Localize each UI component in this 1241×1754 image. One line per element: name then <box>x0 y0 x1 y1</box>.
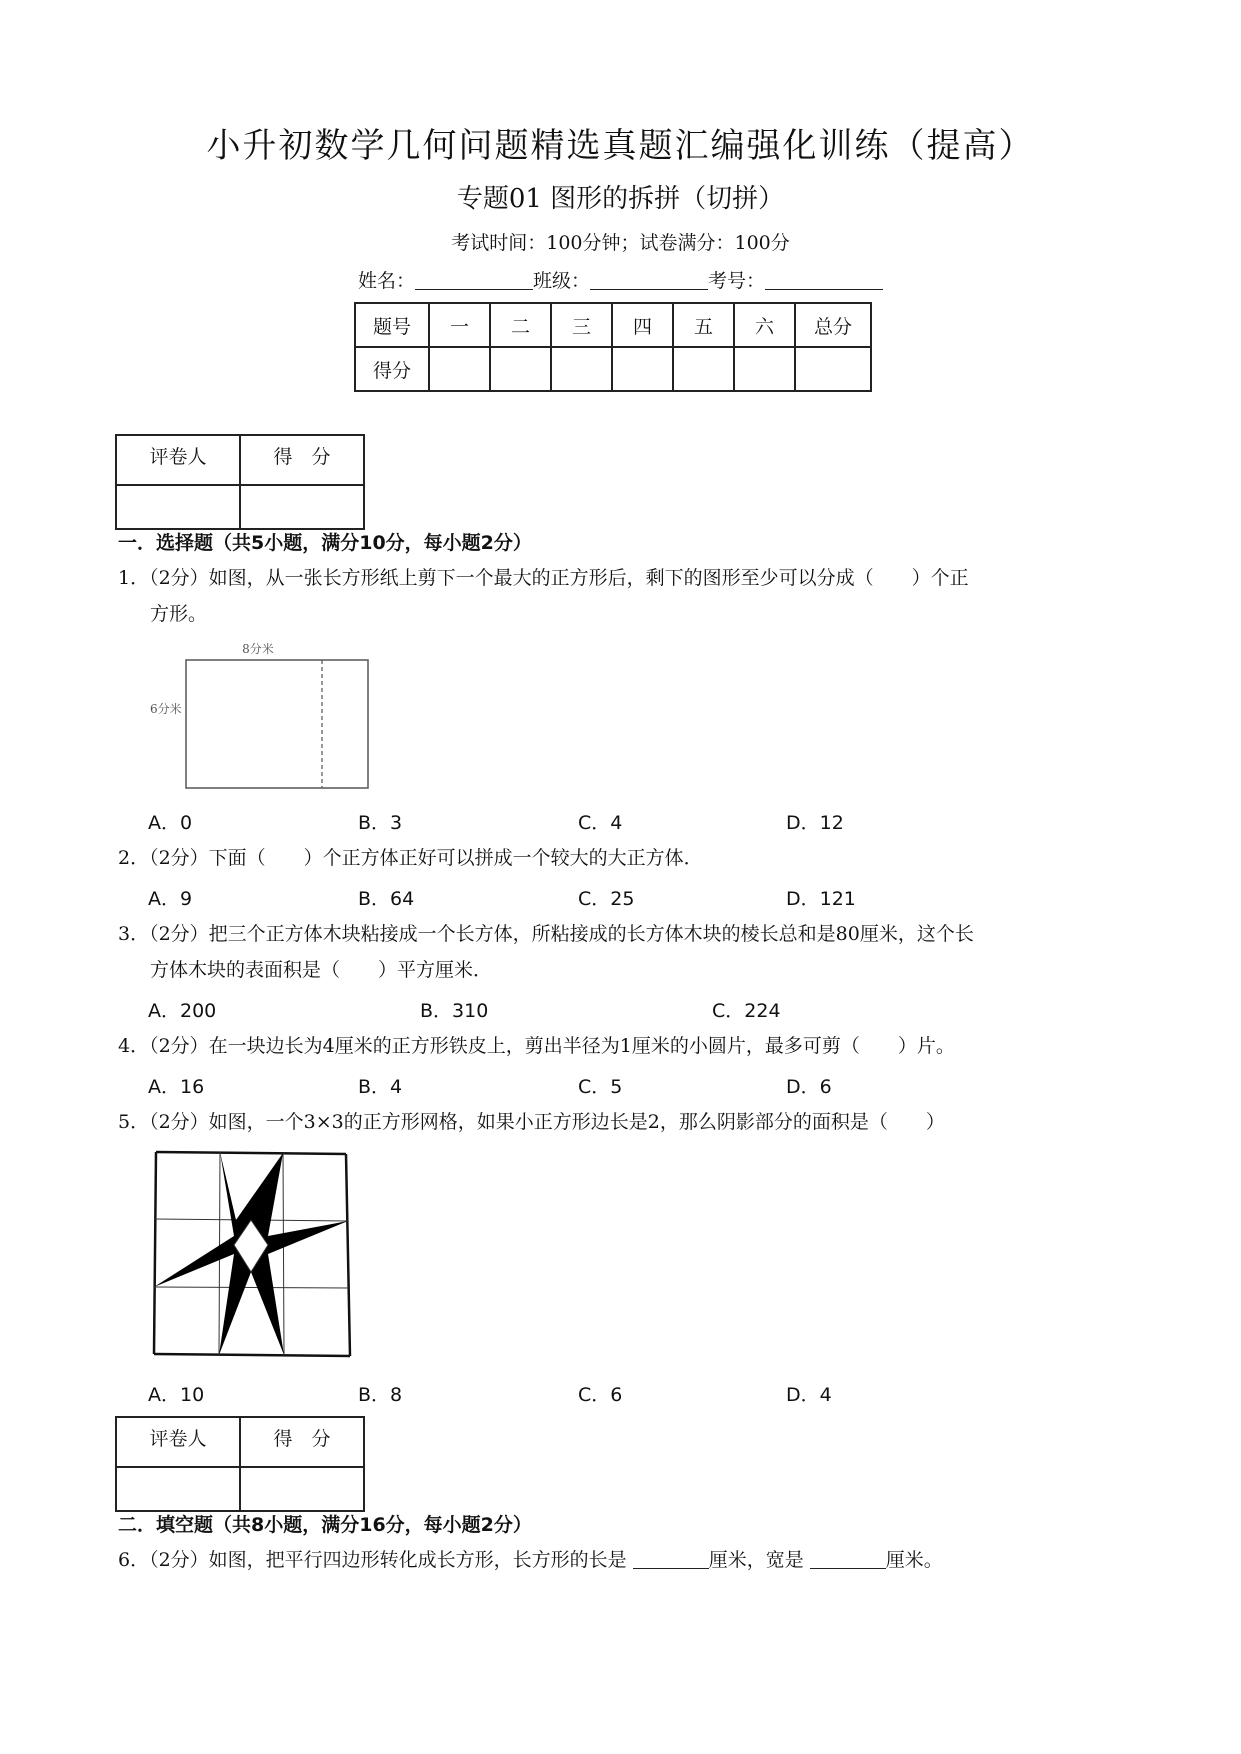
q3-option-a[interactable]: A．200 <box>148 1000 217 1022</box>
score-header-cell: 总分 <box>795 303 871 347</box>
score-cell[interactable] <box>795 347 871 391</box>
grid-line <box>156 1152 346 1154</box>
grader-score-cell[interactable] <box>240 485 364 529</box>
q5-option-c[interactable]: C．6 <box>578 1384 623 1406</box>
question-1-text-cont: 方形。 <box>150 603 208 625</box>
page-subtitle: 专题01 图形的拆拼（切拼） <box>456 184 785 214</box>
grader-table-1 <box>115 434 365 530</box>
question-1-text: 1．（2分）如图，从一张长方形纸上剪下一个最大的正方形后，剩下的图形至少可以分成（ ）个正 <box>118 567 969 589</box>
figure-left-label: 6分米 <box>150 702 182 716</box>
q6-length-blank[interactable] <box>633 1550 709 1569</box>
section-2-heading: 二．填空题（共8小题，满分16分，每小题2分） <box>118 1514 532 1536</box>
score-cell[interactable] <box>673 347 734 391</box>
score-cell[interactable] <box>734 347 795 391</box>
score-table <box>354 302 872 392</box>
grid-line <box>346 1154 350 1356</box>
score-header-cell: 二 <box>490 303 551 347</box>
id-blank[interactable] <box>765 271 883 290</box>
q1-option-d[interactable]: D．12 <box>786 812 844 834</box>
score-header-cell: 六 <box>734 303 795 347</box>
q6-width-blank[interactable] <box>810 1550 886 1569</box>
question-1 <box>118 560 1128 632</box>
name-label: 姓名： <box>357 270 415 292</box>
score-cell[interactable] <box>612 347 673 391</box>
class-label: 班级： <box>532 270 590 292</box>
paper-rectangle <box>186 660 368 788</box>
exam-info: 考试时间：100分钟；试卷满分：100分 <box>451 232 790 254</box>
question-3-text-cont: 方体木块的表面积是（ ）平方厘米． <box>150 959 493 981</box>
grader-cell[interactable] <box>116 485 240 529</box>
question-4: 4．（2分）在一块边长为4厘米的正方形铁皮上，剪出半径为1厘米的小圆片，最多可剪（ ）片。 <box>118 1035 955 1057</box>
q5-option-b[interactable]: B．8 <box>358 1384 403 1406</box>
q5-option-d[interactable]: D．4 <box>786 1384 832 1406</box>
q3-option-c[interactable]: C．224 <box>712 1000 781 1022</box>
q4-option-d[interactable]: D．6 <box>786 1076 832 1098</box>
q2-option-b[interactable]: B．64 <box>358 888 415 910</box>
q1-option-a[interactable]: A．0 <box>148 812 193 834</box>
grader-table-2 <box>115 1416 365 1512</box>
grid-line <box>154 1152 156 1354</box>
figure-top-label: 8分米 <box>242 642 274 656</box>
id-label: 考号： <box>708 270 766 292</box>
question-2: 2．（2分）下面（ ）个正方体正好可以拼成一个较大的大正方体． <box>118 847 703 869</box>
q3-option-b[interactable]: B．310 <box>420 1000 489 1022</box>
q4-option-b[interactable]: B．4 <box>358 1076 403 1098</box>
question-5: 5．（2分）如图，一个3×3的正方形网格，如果小正方形边长是2，那么阴影部分的面积是（ ） <box>118 1111 945 1133</box>
rectangle-figure <box>142 636 382 796</box>
question-3 <box>118 916 1128 988</box>
score-cell[interactable] <box>490 347 551 391</box>
question-6 <box>118 1542 1128 1578</box>
q2-option-c[interactable]: C．25 <box>578 888 635 910</box>
grader-score-label: 得 分 <box>240 1417 364 1467</box>
page-title: 小升初数学几何问题精选真题汇编强化训练（提高） <box>206 126 1035 166</box>
q2-option-d[interactable]: D．121 <box>786 888 856 910</box>
score-header-cell: 四 <box>612 303 673 347</box>
question-6-text-1: 6．（2分）如图，把平行四边形转化成长方形，长方形的长是 <box>118 1549 633 1571</box>
grid-line <box>154 1287 349 1288</box>
question-6-text-2: 厘米，宽是 <box>708 1549 810 1571</box>
q4-option-c[interactable]: C．5 <box>578 1076 623 1098</box>
grid-line <box>283 1153 284 1355</box>
question-6-text-3: 厘米。 <box>885 1549 943 1571</box>
q2-option-a[interactable]: A．9 <box>148 888 193 910</box>
grader-cell[interactable] <box>116 1467 240 1511</box>
score-cell[interactable] <box>551 347 612 391</box>
student-info <box>0 266 1241 293</box>
score-header-cell: 五 <box>673 303 734 347</box>
score-row-label: 得分 <box>355 347 429 391</box>
q5-option-a[interactable]: A．10 <box>148 1384 205 1406</box>
score-header-cell: 一 <box>429 303 490 347</box>
grader-score-label: 得 分 <box>240 435 364 485</box>
question-3-text: 3．（2分）把三个正方体木块粘接成一个长方体，所粘接成的长方体木块的棱长总和是80厘米，这个长 <box>118 923 974 945</box>
grader-score-cell[interactable] <box>240 1467 364 1511</box>
grader-label: 评卷人 <box>116 435 240 485</box>
q4-option-a[interactable]: A．16 <box>148 1076 205 1098</box>
class-blank[interactable] <box>590 271 708 290</box>
name-blank[interactable] <box>415 271 533 290</box>
section-1-heading: 一．选择题（共5小题，满分10分，每小题2分） <box>118 532 532 554</box>
score-table-header-row <box>355 303 871 347</box>
grader-label: 评卷人 <box>116 1417 240 1467</box>
q1-option-c[interactable]: C．4 <box>578 812 623 834</box>
score-table-score-row <box>355 347 871 391</box>
score-header-cell: 三 <box>551 303 612 347</box>
grid-line <box>154 1354 350 1356</box>
q1-option-b[interactable]: B．3 <box>358 812 403 834</box>
score-header-cell: 题号 <box>355 303 429 347</box>
score-cell[interactable] <box>429 347 490 391</box>
star-grid-figure <box>150 1148 356 1360</box>
